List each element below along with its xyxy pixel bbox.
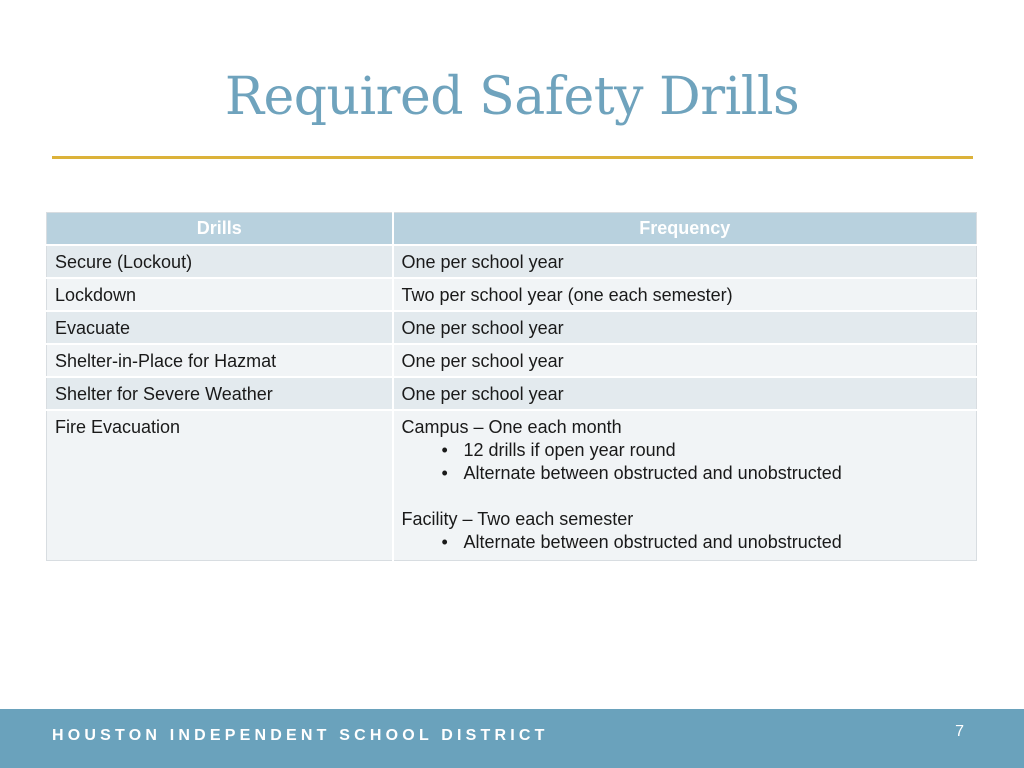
slide-title: Required Safety Drills — [224, 67, 800, 127]
spacer — [402, 485, 969, 508]
bullet-icon: • — [441, 463, 448, 483]
drill-name: Fire Evacuation — [47, 410, 393, 561]
table-row — [47, 278, 977, 311]
bullet-item — [438, 531, 969, 554]
drill-name: Shelter for Severe Weather — [47, 377, 393, 410]
bullet-icon: • — [441, 532, 448, 552]
table-row — [47, 311, 977, 344]
facility-frequency: Facility – Two each semester — [401, 509, 634, 529]
drill-name: Lockdown — [47, 278, 393, 311]
drill-frequency: One per school year — [393, 377, 977, 410]
drill-frequency: One per school year — [393, 245, 977, 278]
title-divider — [52, 156, 973, 159]
drill-name: Evacuate — [47, 311, 393, 344]
drill-frequency: One per school year — [393, 344, 977, 377]
table-row — [47, 344, 977, 377]
page-number: 7 — [955, 723, 964, 740]
bullet-item — [438, 439, 969, 462]
drill-frequency-detail — [393, 410, 977, 561]
table-header-row — [47, 213, 977, 246]
bullet-text: Alternate between obstructed and unobstructed — [463, 463, 842, 483]
drill-name: Shelter-in-Place for Hazmat — [47, 344, 393, 377]
campus-bullet-list — [402, 439, 969, 485]
campus-frequency: Campus – One each month — [401, 417, 622, 437]
bullet-item — [438, 462, 969, 485]
column-header-frequency: Frequency — [393, 213, 977, 246]
organization-name: HOUSTON INDEPENDENT SCHOOL DISTRICT — [52, 727, 549, 744]
table-row — [47, 245, 977, 278]
bullet-text: 12 drills if open year round — [463, 440, 676, 460]
drills-table — [46, 212, 977, 561]
bullet-text: Alternate between obstructed and unobstructed — [463, 532, 842, 552]
table-row-fire-evacuation — [47, 410, 977, 561]
bullet-icon: • — [441, 440, 448, 460]
drill-name: Secure (Lockout) — [47, 245, 393, 278]
drill-frequency: Two per school year (one each semester) — [393, 278, 977, 311]
column-header-drills: Drills — [47, 213, 393, 246]
footer-bar — [0, 709, 1024, 768]
table-row — [47, 377, 977, 410]
drill-frequency: One per school year — [393, 311, 977, 344]
facility-bullet-list — [402, 531, 969, 554]
